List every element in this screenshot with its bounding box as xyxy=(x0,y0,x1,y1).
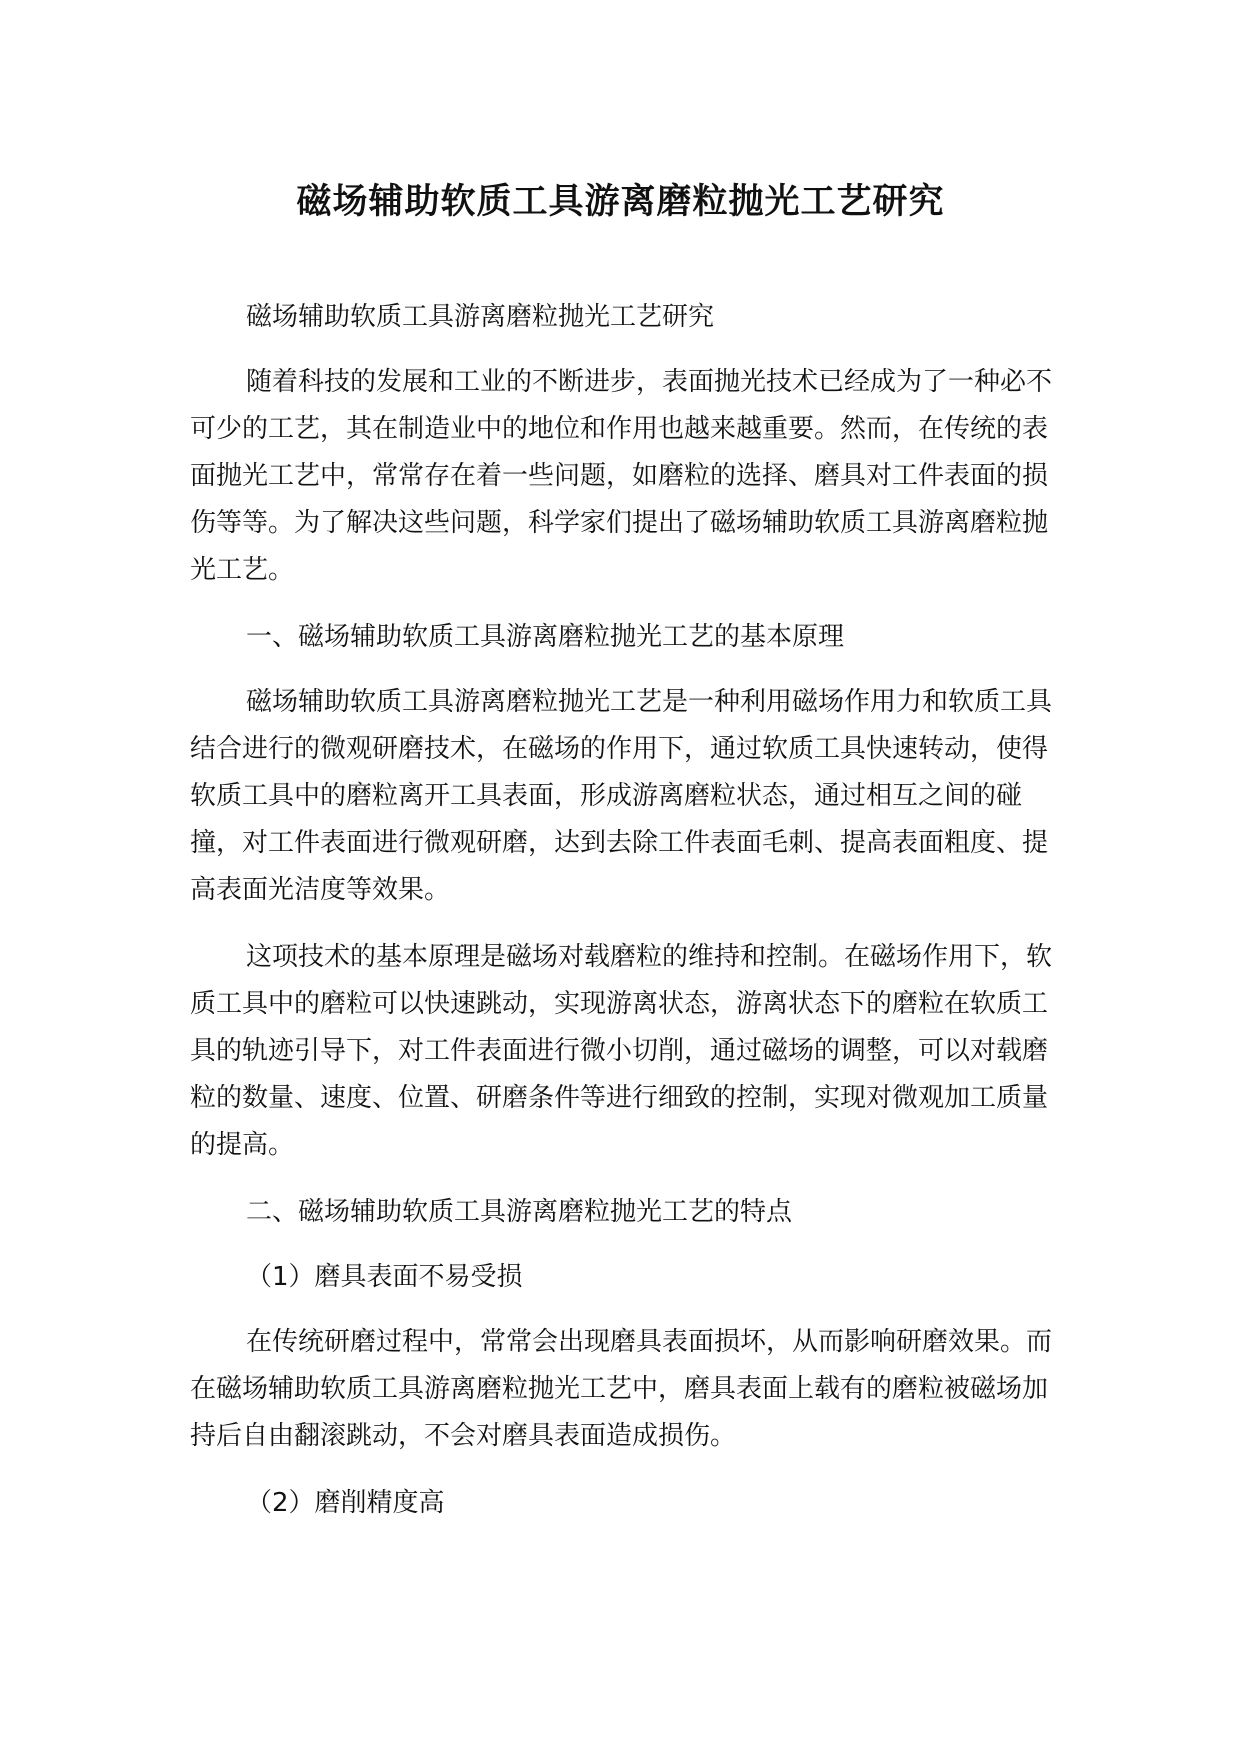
subtitle-paragraph: 磁场辅助软质工具游离磨粒抛光工艺研究 xyxy=(246,302,715,332)
section-heading-principle: 一、磁场辅助软质工具游离磨粒抛光工艺的基本原理 xyxy=(246,622,845,652)
subheading-feature-1: （1）磨具表面不易受损 xyxy=(246,1262,523,1292)
document-body xyxy=(190,294,1070,1527)
document-title: 磁场辅助软质工具游离磨粒抛光工艺研究 xyxy=(296,182,945,222)
feature-1-paragraph: 在传统研磨过程中，常常会出现磨具表面损坏，从而影响研磨效果。而在磁场辅助软质工具游离磨粒抛光工艺中，磨具表面上载有的磨粒被磁场加持后自由翻滚跳动，不会对磨具表面造成损伤。 xyxy=(190,1327,1053,1451)
subheading-feature-2: （2）磨削精度高 xyxy=(246,1488,445,1518)
principle-paragraph-2: 这项技术的基本原理是磁场对载磨粒的维持和控制。在磁场作用下，软质工具中的磨粒可以快速跳动，实现游离状态，游离状态下的磨粒在软质工具的轨迹引导下，对工件表面进行微小切削，通过磁场的调整，可以对载磨粒的数量、速度、位置、研磨条件等进行细致的控制，实现对微观加工质量的提高。 xyxy=(190,942,1053,1160)
section-heading-features: 二、磁场辅助软质工具游离磨粒抛光工艺的特点 xyxy=(246,1197,793,1227)
intro-paragraph: 随着科技的发展和工业的不断进步，表面抛光技术已经成为了一种必不可少的工艺，其在制造业中的地位和作用也越来越重要。然而，在传统的表面抛光工艺中，常常存在着一些问题，如磨粒的选择、磨具对工件表面的损伤等等。为了解决这些问题，科学家们提出了磁场辅助软质工具游离磨粒抛光工艺。 xyxy=(190,367,1053,585)
principle-paragraph-1: 磁场辅助软质工具游离磨粒抛光工艺是一种利用磁场作用力和软质工具结合进行的微观研磨技术，在磁场的作用下，通过软质工具快速转动，使得软质工具中的磨粒离开工具表面，形成游离磨粒状态，通过相互之间的碰撞，对工件表面进行微观研磨，达到去除工件表面毛刺、提高表面粗度、提高表面光洁度等效果。 xyxy=(190,687,1053,905)
